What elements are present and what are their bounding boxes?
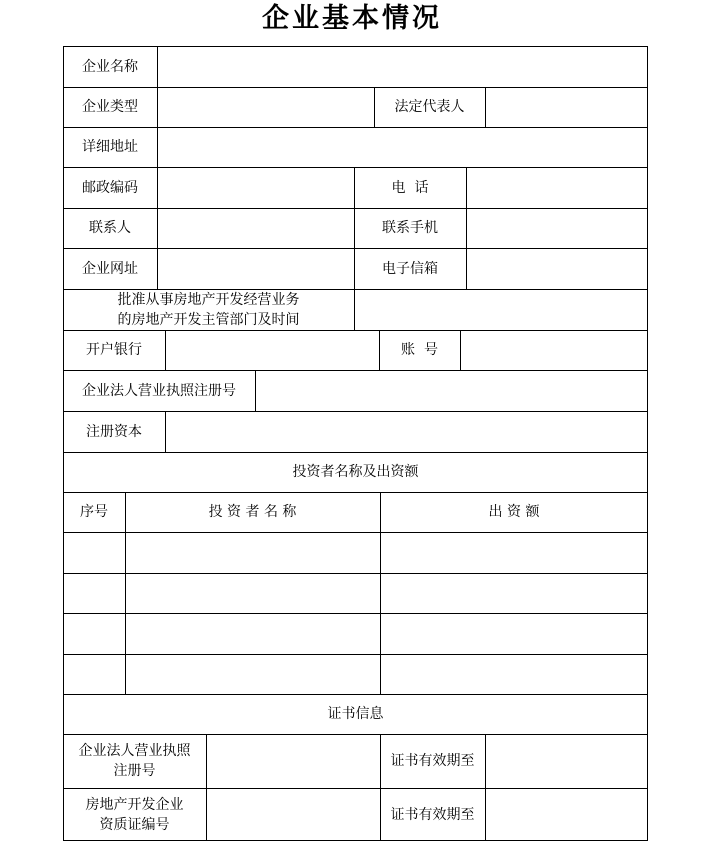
bank-field[interactable] (165, 330, 379, 370)
cert-license-valid-label: 证书有效期至 (390, 753, 475, 769)
approval-authority-field[interactable] (354, 289, 648, 330)
table-row-seq[interactable] (63, 654, 125, 694)
company-type-label: 企业类型 (82, 99, 138, 115)
cert-qualification-field[interactable] (206, 788, 380, 841)
legal-rep-label: 法定代表人 (394, 99, 465, 115)
table-row-name[interactable] (125, 573, 380, 613)
col-investor-name-header: 投 资 者 名 称 (208, 504, 297, 520)
contact-field[interactable] (157, 208, 354, 248)
account-field[interactable] (460, 330, 648, 370)
table-row-name[interactable] (125, 532, 380, 573)
cert-qualification-valid-label: 证书有效期至 (390, 806, 475, 823)
table-row-amount[interactable] (380, 573, 648, 613)
table-row-amount[interactable] (380, 613, 648, 654)
cert-license-label (63, 734, 206, 788)
table-row-name[interactable] (125, 613, 380, 654)
mobile-field[interactable] (466, 208, 648, 248)
col-amount-header: 出 资 额 (488, 504, 540, 520)
account-label: 账 号 (401, 342, 438, 358)
website-label: 企业网址 (82, 260, 138, 277)
certificates-section-title: 证书信息 (327, 706, 384, 722)
page-title: 企业基本情况 (262, 3, 442, 34)
table-row-seq[interactable] (63, 573, 125, 613)
address-label: 详细地址 (82, 139, 138, 155)
contact-label: 联系人 (89, 220, 131, 236)
postcode-label: 邮政编码 (82, 179, 138, 196)
bank-label: 开户银行 (86, 342, 142, 358)
capital-field[interactable] (165, 411, 648, 452)
cert-license-line2: 注册号 (113, 763, 156, 779)
mobile-label: 联系手机 (382, 220, 438, 236)
col-seq-header: 序号 (80, 504, 108, 520)
investors-section-title: 投资者名称及出资额 (292, 464, 419, 480)
approval-label-line1: 批准从事房地产开发经营业务 (117, 291, 300, 308)
table-row-amount[interactable] (380, 532, 648, 573)
email-field[interactable] (466, 248, 648, 289)
postcode-field[interactable] (157, 167, 354, 208)
cert-qualification-valid-field[interactable] (485, 788, 648, 841)
phone-field[interactable] (466, 167, 648, 208)
table-row-seq[interactable] (63, 613, 125, 654)
company-type-field[interactable] (157, 87, 374, 127)
legal-rep-field[interactable] (485, 87, 648, 127)
website-field[interactable] (157, 248, 354, 289)
license-reg-field[interactable] (255, 370, 648, 411)
table-row-name[interactable] (125, 654, 380, 694)
capital-label: 注册资本 (86, 423, 142, 440)
table-row-amount[interactable] (380, 654, 648, 694)
cert-license-valid-field[interactable] (485, 734, 648, 788)
company-name-field[interactable] (157, 46, 648, 87)
company-name-label: 企业名称 (82, 58, 138, 75)
cert-license-field[interactable] (206, 734, 380, 788)
approval-authority-label (63, 289, 354, 330)
phone-label: 电 话 (391, 179, 429, 196)
cert-qualification-line2: 资质证编号 (99, 816, 170, 833)
table-row-seq[interactable] (63, 532, 125, 573)
address-field[interactable] (157, 127, 648, 167)
approval-label-line2: 的房地产开发主管部门及时间 (117, 311, 300, 328)
email-label: 电子信箱 (382, 260, 438, 277)
cert-qualification-label (63, 788, 206, 841)
cert-license-line1: 企业法人营业执照 (78, 743, 191, 759)
license-reg-label: 企业法人营业执照注册号 (82, 382, 236, 399)
cert-qualification-line1: 房地产开发企业 (85, 796, 184, 813)
